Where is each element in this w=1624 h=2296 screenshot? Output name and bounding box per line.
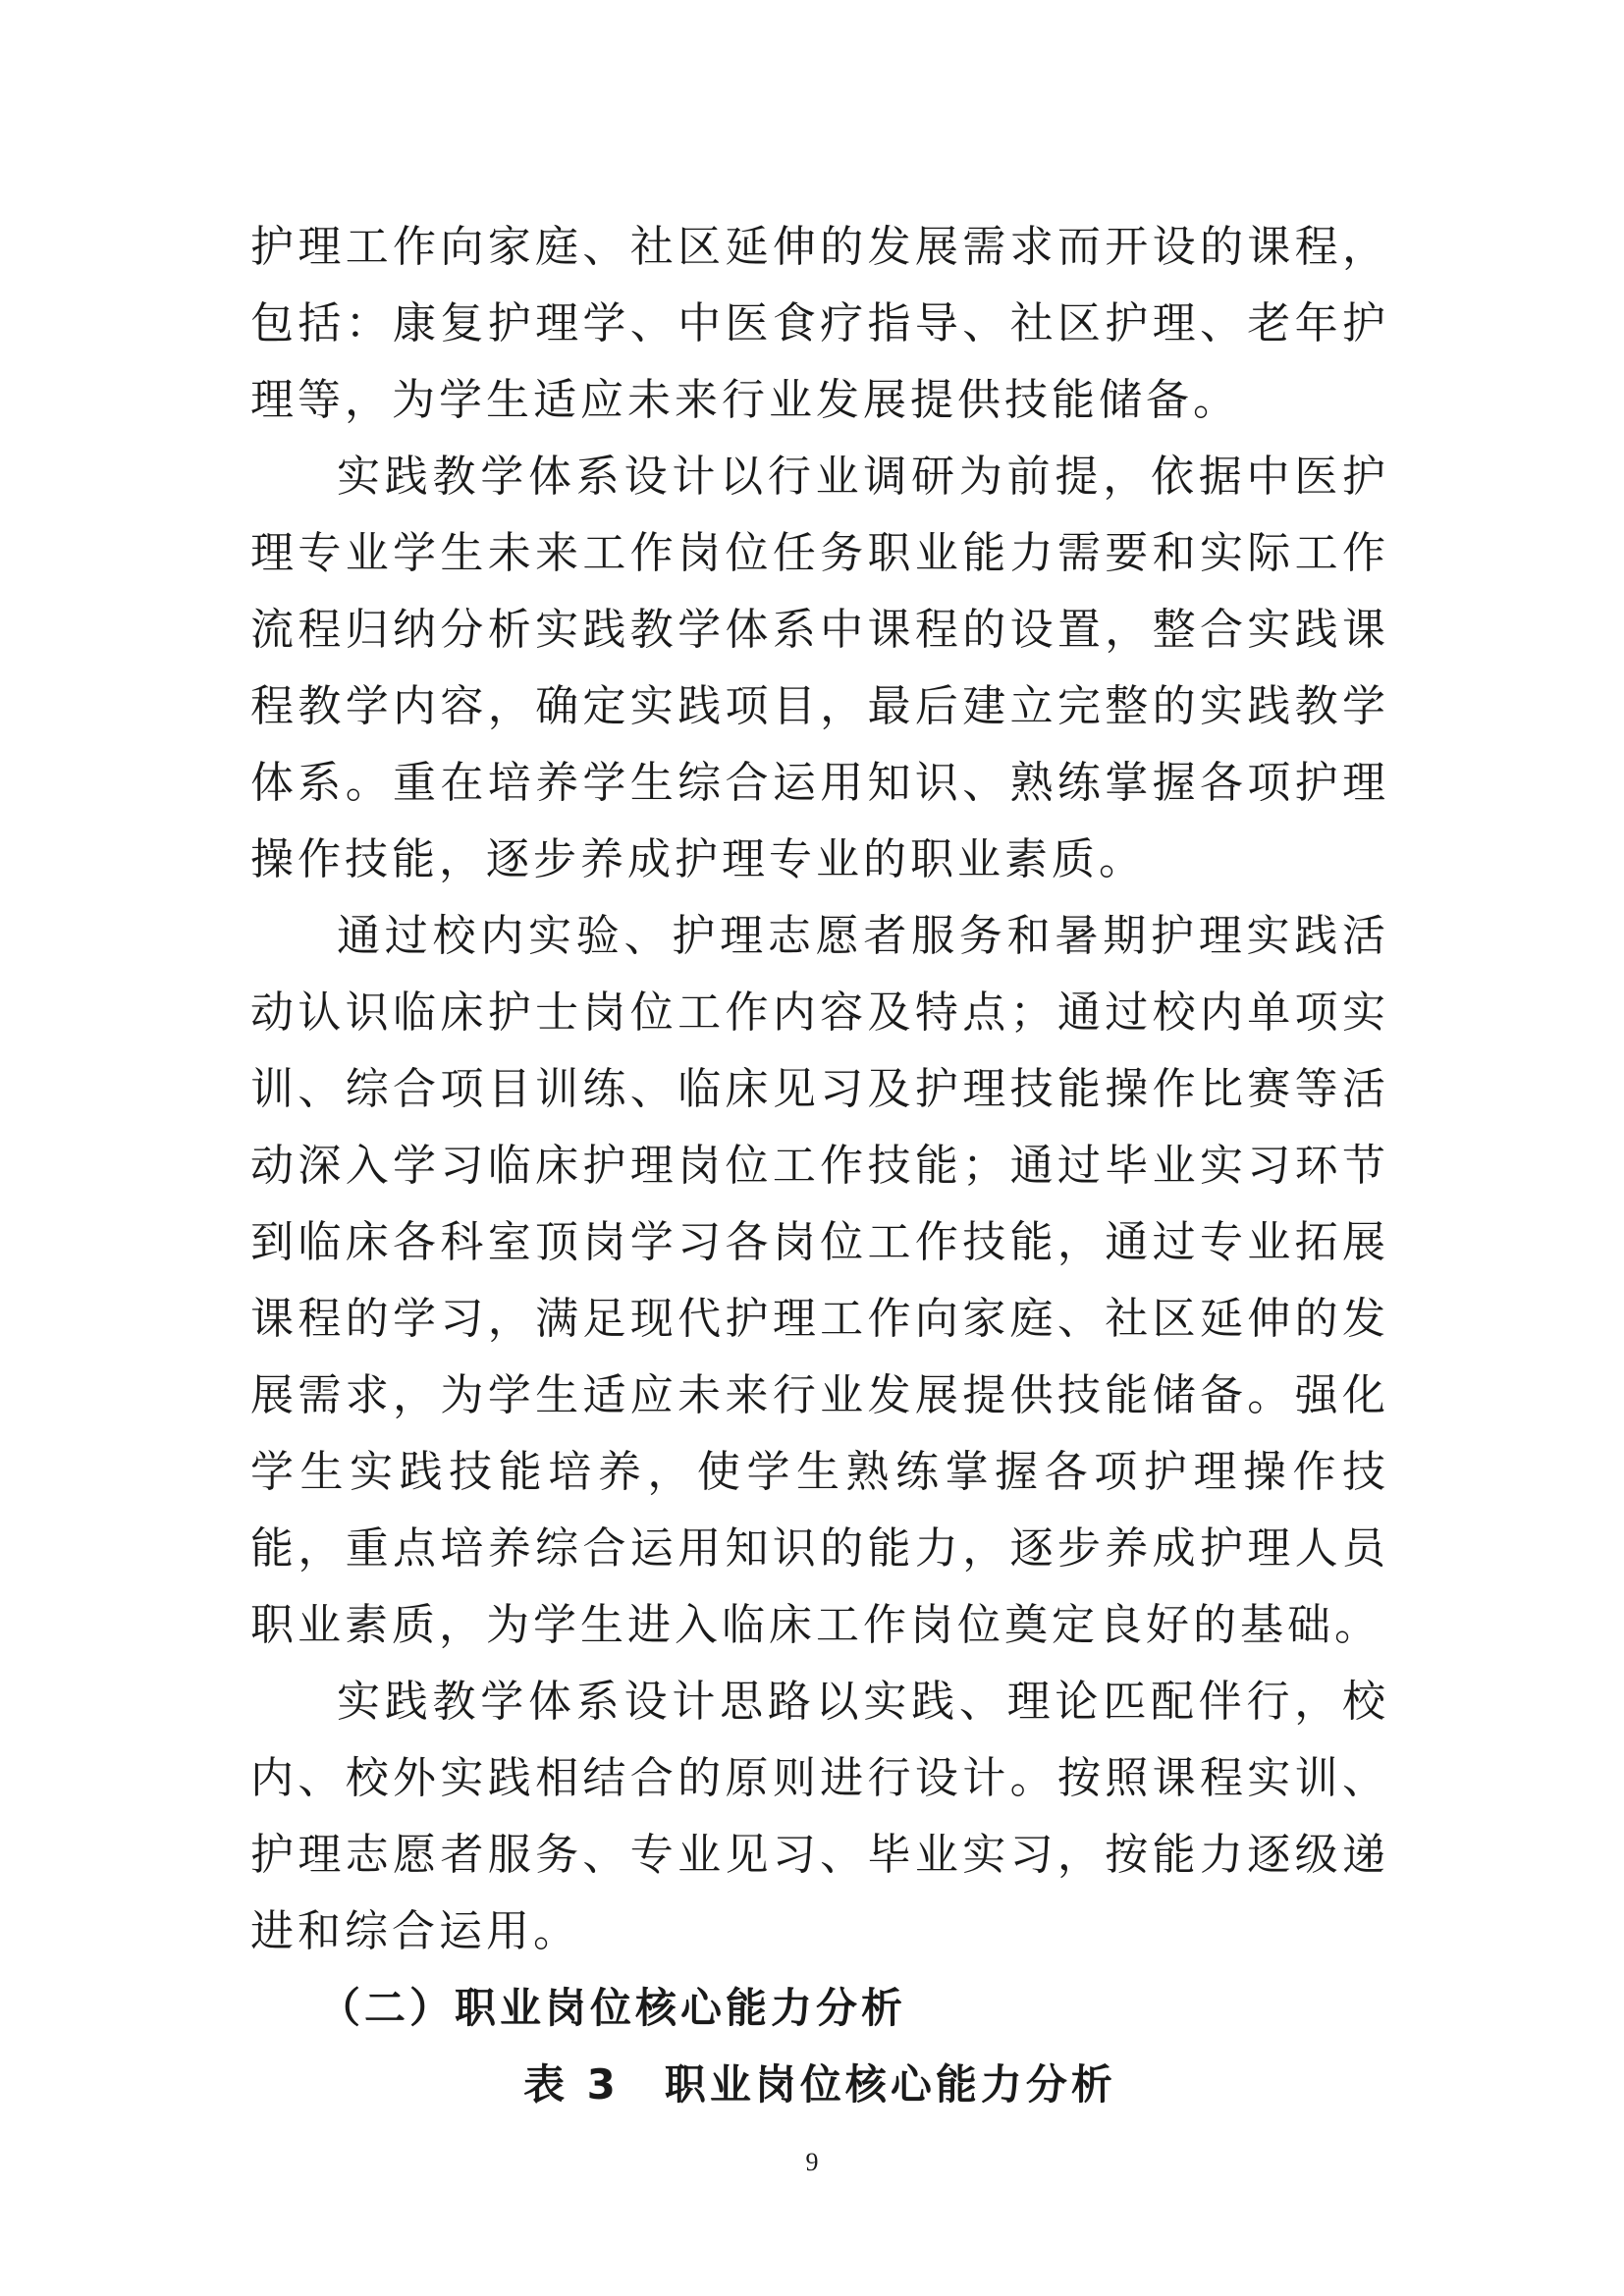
table-title: 表 3 职业岗位核心能力分析 xyxy=(523,2060,1116,2109)
paragraph-design-approach: 实践教学体系设计思路以实践、理论匹配伴行，校内、校外实践相结合的原则进行设计。按照课程实训、护理志愿者服务、专业见习、毕业实习，按能力逐级递进和综合运用。 xyxy=(250,1677,1389,1956)
page-content xyxy=(250,209,1389,2123)
paragraph-practice-activities: 通过校内实验、护理志愿者服务和暑期护理实践活动认识临床护士岗位工作内容及特点；通过校内单项实训、综合项目训练、临床见习及护理技能操作比赛等活动深入学习临床护理岗位工作技能；通过毕业实习环节到临床各科室顶岗学习各岗位工作技能，通过专业拓展课程的学习，满足现代护理工作向家庭、社区延伸的发展需求，为学生适应未来行业发展提供技能储备。强化学生实践技能培养，使学生熟练掌握各项护理操作技能，重点培养综合运用知识的能力，逐步养成护理人员职业素质，为学生进入临床工作岗位奠定良好的基础。 xyxy=(250,911,1389,1650)
page-number: 9 xyxy=(805,2148,819,2176)
section-heading: （二）职业岗位核心能力分析 xyxy=(319,1984,907,2032)
paragraph-practice-system: 实践教学体系设计以行业调研为前提，依据中医护理专业学生未来工作岗位任务职业能力需要和实际工作流程归纳分析实践教学体系中课程的设置，整合实践课程教学内容，确定实践项目，最后建立完整的实践教学体系。重在培养学生综合运用知识、熟练掌握各项护理操作技能，逐步养成护理专业的职业素质。 xyxy=(250,452,1389,884)
paragraph-continued: 护理工作向家庭、社区延伸的发展需求而开设的课程，包括：康复护理学、中医食疗指导、社区护理、老年护理等，为学生适应未来行业发展提供技能储备。 xyxy=(250,222,1389,425)
